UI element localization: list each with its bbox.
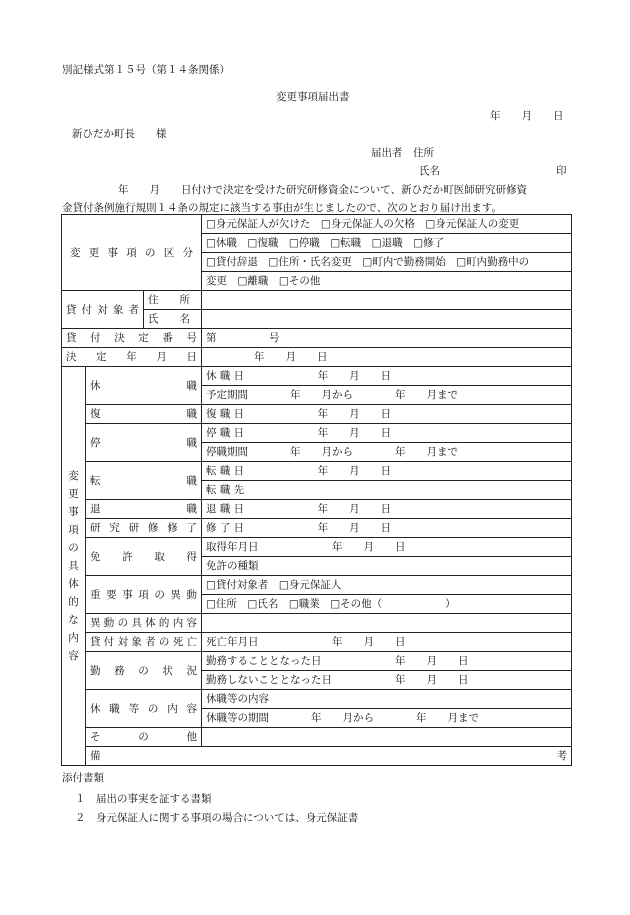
category-options-line-4[interactable]: 変更 □離職 □その他 xyxy=(202,272,572,291)
decision-date-value: 年 月 日 xyxy=(254,351,328,363)
details-label-char: 変 xyxy=(68,470,79,482)
license-row xyxy=(62,538,572,557)
suspension-label: 停 職 xyxy=(86,424,202,462)
death-label: 貸付対象者の死亡 xyxy=(86,633,202,652)
decision-date-row xyxy=(62,348,572,367)
change-detail-field[interactable] xyxy=(202,614,572,633)
seal-mark: 印 xyxy=(556,165,567,177)
leave-detail-row xyxy=(62,690,572,709)
borrower-name-label: 氏 名 xyxy=(144,310,202,329)
work-end-field[interactable]: 勤務しないこととなった日 年 月 日 xyxy=(202,671,572,690)
license-type-field[interactable]: 免許の種類 xyxy=(202,557,572,576)
leave-detail-period-field[interactable]: 休職等の期間 年 月から 年 月まで xyxy=(202,709,572,728)
transfer-row xyxy=(62,462,572,481)
category-options-line-2[interactable]: □休職 □復職 □停職 □転職 □退職 □修了 xyxy=(202,234,572,253)
return-row xyxy=(62,405,572,424)
attachment-item-2: ２ 身元保証人に関する事項の場合については、身元保証書 xyxy=(75,812,359,824)
other-label: そ の 他 xyxy=(86,728,202,747)
change-report-table xyxy=(61,214,572,766)
decision-number-row xyxy=(62,329,572,348)
death-row xyxy=(62,633,572,652)
borrower-address-row xyxy=(62,291,572,310)
completion-row xyxy=(62,519,572,538)
details-label-char: 的 xyxy=(68,596,79,608)
details-label-char: 容 xyxy=(68,650,79,662)
details-label-char: 事 xyxy=(68,506,79,518)
date-line: 年 月 日 xyxy=(490,110,564,122)
details-label-char: 内 xyxy=(68,632,79,644)
suspension-date-field[interactable]: 停 職 日 年 月 日 xyxy=(202,424,572,443)
important-change-options-1[interactable]: □貸付対象者 □身元保証人 xyxy=(202,576,572,595)
addressee: 新ひだか町長 様 xyxy=(72,128,167,140)
work-status-label: 勤 務 の 状 況 xyxy=(86,652,202,690)
details-label-char: の xyxy=(68,542,79,554)
details-vertical-label xyxy=(62,367,86,766)
return-date-field[interactable]: 復 職 日 年 月 日 xyxy=(202,405,572,424)
important-change-label: 重 要 事 項 の 異 動 xyxy=(86,576,202,614)
important-change-row xyxy=(62,576,572,595)
important-change-options-2[interactable]: □住所 □氏名 □職業 □その他（ ） xyxy=(202,595,572,614)
decision-date-label: 決 定 年 月 日 xyxy=(62,348,202,367)
other-row xyxy=(62,728,572,747)
intro-line-1: 年 月 日付けで決定を受けた研究研修資金について、新ひだか町医師研究研修資 xyxy=(118,184,528,196)
remarks-label: 備 考 xyxy=(86,747,572,766)
decision-date-field[interactable] xyxy=(202,348,572,367)
return-label: 復 職 xyxy=(86,405,202,424)
remarks-row xyxy=(62,747,572,766)
borrower-address-label: 住 所 xyxy=(144,291,202,310)
details-label-char: 更 xyxy=(68,488,79,500)
leave-detail-label: 休 職 等 の 内 容 xyxy=(86,690,202,728)
transfer-date-field[interactable]: 転 職 日 年 月 日 xyxy=(202,462,572,481)
page-title: 変更事項届出書 xyxy=(276,91,350,103)
details-label-char: 体 xyxy=(68,578,79,590)
decision-number-label: 貸 付 決 定 番 号 xyxy=(62,329,202,348)
retirement-date-field[interactable]: 退 職 日 年 月 日 xyxy=(202,500,572,519)
leave-period-field[interactable]: 予定期間 年 月から 年 月まで xyxy=(202,386,572,405)
other-field[interactable] xyxy=(202,728,572,747)
license-label: 免 許 取 得 xyxy=(86,538,202,576)
intro-line-2: 金貸付条例施行規則１４条の規定に該当する事由が生じましたので、次のとおり届け出ます。 xyxy=(62,202,502,214)
change-detail-row xyxy=(62,614,572,633)
completion-label: 研 究 研 修 修 了 xyxy=(86,519,202,538)
borrower-label: 貸付対象者 xyxy=(62,291,144,329)
retirement-label: 退 職 xyxy=(86,500,202,519)
retirement-row xyxy=(62,500,572,519)
leave-row xyxy=(62,367,572,386)
details-label-char: 具 xyxy=(68,560,79,572)
category-row xyxy=(62,215,572,234)
borrower-name-field[interactable] xyxy=(202,310,572,329)
category-options-line-1[interactable]: □身元保証人が欠けた □身元保証人の欠格 □身元保証人の変更 xyxy=(202,215,572,234)
leave-label: 休 職 xyxy=(86,367,202,405)
details-label-char: 項 xyxy=(68,524,79,536)
work-status-row xyxy=(62,652,572,671)
work-start-field[interactable]: 勤務することとなった日 年 月 日 xyxy=(202,652,572,671)
borrower-address-field[interactable] xyxy=(202,291,572,310)
applicant-address-label: 届出者 住所 xyxy=(371,147,434,159)
category-options-line-3[interactable]: □貸付辞退 □住所・氏名変更 □町内で勤務開始 □町内勤務中の xyxy=(202,253,572,272)
category-label: 変 更 事 項 の 区 分 xyxy=(62,215,202,291)
form-number: 別記様式第１５号（第１４条関係） xyxy=(62,64,230,76)
applicant-name-label: 氏名 xyxy=(419,165,440,177)
completion-date-field[interactable]: 修 了 日 年 月 日 xyxy=(202,519,572,538)
leave-detail-content-field[interactable]: 休職等の内容 xyxy=(202,690,572,709)
suspension-period-field[interactable]: 停職期間 年 月から 年 月まで xyxy=(202,443,572,462)
transfer-destination-field[interactable]: 転 職 先 xyxy=(202,481,572,500)
decision-number-field[interactable]: 第 号 xyxy=(202,329,572,348)
leave-date-field[interactable]: 休 職 日 年 月 日 xyxy=(202,367,572,386)
transfer-label: 転 職 xyxy=(86,462,202,500)
suspension-row xyxy=(62,424,572,443)
change-detail-label: 異動の具体的内容 xyxy=(86,614,202,633)
details-label-text xyxy=(66,467,81,665)
license-date-field[interactable]: 取得年月日 年 月 日 xyxy=(202,538,572,557)
death-date-field[interactable]: 死亡年月日 年 月 日 xyxy=(202,633,572,652)
attachments-title: 添付書類 xyxy=(62,772,104,784)
details-label-char: な xyxy=(68,614,79,626)
attachment-item-1: １ 届出の事実を証する書類 xyxy=(75,793,212,805)
